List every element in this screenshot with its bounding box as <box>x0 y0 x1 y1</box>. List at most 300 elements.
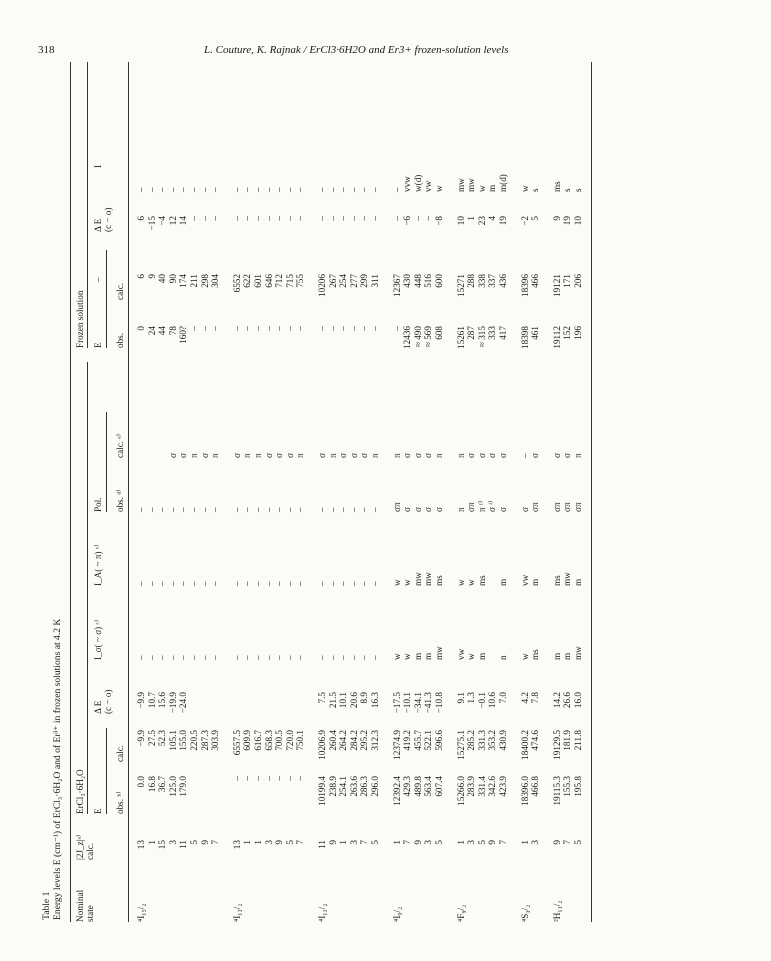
table-cell: 430 <box>402 274 413 288</box>
i-sigma-header: I_σ( ~ σ) ᶜ⁾ <box>93 619 103 660</box>
table-cell: – <box>295 507 306 512</box>
table-cell: −4 <box>157 216 168 226</box>
table-cell: 8.9 <box>359 692 370 704</box>
table-cell: – <box>338 326 349 331</box>
table-cell: π <box>370 453 380 458</box>
fs-de-header: Δ E <box>93 218 103 232</box>
table-cell: – <box>242 326 253 331</box>
table-cell: σ <box>498 453 508 458</box>
table-cell: – <box>359 187 370 192</box>
table-cell: – <box>231 187 242 192</box>
table-cell: 18396.0 <box>519 776 530 806</box>
crystal-group-rule <box>87 362 88 814</box>
table-cell: π ᶠ⁾ <box>476 500 487 512</box>
table-cell: 211 <box>189 274 199 288</box>
table-cell: −15 <box>146 216 157 231</box>
table-cell: 286.3 <box>359 776 370 797</box>
table-cell: 11 <box>317 840 327 849</box>
table-cell: σ <box>423 507 434 512</box>
table-cell: w <box>466 579 477 586</box>
table-cell: ≈ 569 <box>423 326 434 348</box>
table-cell: −24.0 <box>178 692 189 714</box>
table-cell: ms <box>551 181 562 192</box>
table-cell: σπ <box>391 502 402 512</box>
table-cell: π <box>573 453 583 458</box>
table-cell: 21.5 <box>327 692 338 709</box>
table-cell: – <box>210 326 221 331</box>
table-cell: 303.9 <box>210 730 221 751</box>
table-cell: 14 <box>178 216 189 226</box>
pol-rule <box>106 412 107 512</box>
table-cell: σ <box>274 453 285 458</box>
fs-e-header: E <box>93 342 103 348</box>
table-cell: 1 <box>455 840 466 845</box>
table-caption: Energy levels E (cm⁻¹) of ErCl₃·6H₂O and of Er³⁺ in frozen solutions at 4.2 K <box>52 618 63 920</box>
table-cell: – <box>284 326 295 331</box>
table-cell: 155.3 <box>562 776 573 797</box>
table-cell: – <box>199 326 210 331</box>
table-cell: ms <box>530 649 541 660</box>
table-cell: 19 <box>498 216 508 226</box>
table-cell: – <box>348 507 359 512</box>
table-cell: 304 <box>210 274 221 288</box>
table-cell: 596.6 <box>434 730 444 751</box>
table-cell: σ <box>263 453 274 458</box>
table-cell: 5 <box>189 840 199 845</box>
table-cell: 36.7 <box>157 776 168 793</box>
table-cell: – <box>391 326 402 331</box>
table-cell: – <box>338 216 349 221</box>
table-cell: 9 <box>146 274 157 279</box>
table-cell: – <box>210 187 221 192</box>
table-cell: −19.9 <box>167 692 178 714</box>
table-cell: 436 <box>498 274 508 288</box>
top-rule <box>70 62 71 922</box>
table-cell: 40 <box>157 274 168 284</box>
table-cell: π <box>253 453 263 458</box>
table-cell: σ <box>317 453 327 458</box>
table-cell: σ <box>434 507 444 512</box>
table-cell: w <box>402 579 413 586</box>
table-cell: 10.1 <box>338 692 349 709</box>
table-cell: σ <box>476 453 487 458</box>
table-cell: σ ᶠ⁾ <box>487 500 498 512</box>
table-cell: m <box>498 578 508 586</box>
table-cell: 10.6 <box>487 692 498 709</box>
table-cell: 10206.9 <box>317 730 327 760</box>
table-cell: 220.5 <box>189 730 199 751</box>
table-cell: n <box>498 655 508 660</box>
table-cell: 6557.5 <box>231 730 242 756</box>
table-cell: 125.0 <box>167 776 178 797</box>
e-rule <box>106 728 107 814</box>
table-cell: w <box>455 579 466 586</box>
table-cell: 3 <box>167 840 178 845</box>
table-cell: – <box>199 216 210 221</box>
table-cell: – <box>295 776 306 781</box>
table-cell: w <box>466 653 477 660</box>
table-cell: ≈ 315 <box>476 326 487 348</box>
table-cell: vw <box>519 574 530 586</box>
table-cell: 9 <box>327 840 338 845</box>
fs-dash-header: – <box>93 277 103 282</box>
table-cell: 27.5 <box>146 730 157 747</box>
table-cell: 181.9 <box>562 730 573 751</box>
table-cell: σπ <box>551 502 562 512</box>
table-cell: – <box>189 187 199 192</box>
table-cell: – <box>199 187 210 192</box>
table-cell: 16.3 <box>370 692 380 709</box>
table-cell: – <box>295 187 306 192</box>
table-cell: 5 <box>434 840 444 845</box>
table-cell: – <box>199 655 210 660</box>
nominal-header: Nominal <box>75 889 85 922</box>
table-cell: 5 <box>530 216 541 221</box>
table-cell: mw <box>466 178 477 192</box>
table-cell: 658.3 <box>263 730 274 751</box>
table-cell: m <box>487 184 498 192</box>
table-cell: 11 <box>178 840 189 849</box>
table-cell: – <box>284 507 295 512</box>
table-cell: – <box>295 655 306 660</box>
table-cell: 13 <box>136 840 146 850</box>
table-cell: 489.8 <box>412 776 423 797</box>
table-cell: 5 <box>284 840 295 845</box>
table-cell: −10.8 <box>434 692 444 714</box>
table-label: Table 1 <box>41 891 52 920</box>
table-cell: 9 <box>551 840 562 845</box>
table-cell: 9.1 <box>455 692 466 704</box>
table-cell: 461 <box>530 326 541 340</box>
table-cell: σ <box>199 453 210 458</box>
table-cell: – <box>263 216 274 221</box>
table-cell: 4.2 <box>519 692 530 704</box>
table-cell: 12 <box>167 216 178 226</box>
table-cell: 311 <box>370 274 380 288</box>
table-cell: – <box>231 216 242 221</box>
table-cell: 105.1 <box>167 730 178 751</box>
table-cell: σ <box>423 453 434 458</box>
table-cell: 353.2 <box>487 730 498 751</box>
table-cell: 238.9 <box>327 776 338 797</box>
table-cell: 19112 <box>551 326 562 349</box>
table-cell: π <box>455 507 466 512</box>
table-cell: – <box>274 581 285 586</box>
table-cell: – <box>284 655 295 660</box>
table-cell: – <box>253 507 263 512</box>
table-cell: 277 <box>348 274 359 288</box>
table-cell: π <box>391 453 402 458</box>
table-cell: – <box>231 655 242 660</box>
table-cell: 26.6 <box>562 692 573 709</box>
table-cell: – <box>231 326 242 331</box>
running-head: L. Couture, K. Rajnak / ErCl3·6H2O and Er3+ frozen-solution levels <box>204 44 509 56</box>
table-cell: – <box>359 507 370 512</box>
table-cell: m <box>530 578 541 586</box>
state-label: ⁴F₉/₂ <box>455 904 466 922</box>
fs-de-sub-header: (c − o) <box>103 207 113 232</box>
table-cell: 7.0 <box>498 692 508 704</box>
table-cell: 18400.2 <box>519 730 530 760</box>
table-cell: – <box>519 453 530 458</box>
table-cell: – <box>338 655 349 660</box>
de-sub-header: (c − o) <box>103 689 113 714</box>
state-label: ²H₁₁/₂ <box>551 900 562 922</box>
table-cell: 430.9 <box>498 730 508 751</box>
table-cell: – <box>327 507 338 512</box>
table-cell: 160? <box>178 326 189 344</box>
table-cell: 195.8 <box>573 776 583 797</box>
table-cell: – <box>263 655 274 660</box>
table-cell: 78 <box>167 326 178 336</box>
table-cell: – <box>253 655 263 660</box>
table-cell: – <box>295 581 306 586</box>
table-cell: ms <box>434 575 444 586</box>
table-cell: σπ <box>466 502 477 512</box>
table-cell: 19115.3 <box>551 776 562 806</box>
rotated-table <box>40 42 740 922</box>
table-cell: – <box>231 581 242 586</box>
state-label: ⁴I₉/₂ <box>391 906 402 922</box>
table-cell: σ <box>231 453 242 458</box>
table-cell: – <box>167 655 178 660</box>
table-cell: – <box>253 326 263 331</box>
table-cell: – <box>263 507 274 512</box>
table-cell: 466.8 <box>530 776 541 797</box>
table-cell: ≈ 490 <box>412 326 423 348</box>
table-cell: 24 <box>146 326 157 336</box>
table-cell: – <box>370 187 380 192</box>
frozen-group-rule <box>87 62 88 348</box>
table-cell: 3 <box>466 840 477 845</box>
table-cell: – <box>295 216 306 221</box>
table-cell: w <box>402 653 413 660</box>
table-cell: 12392.4 <box>391 776 402 806</box>
table-cell: – <box>210 507 221 512</box>
table-cell: π <box>242 453 253 458</box>
table-cell: 455.7 <box>412 730 423 751</box>
table-cell: 0.0 <box>136 776 146 788</box>
table-cell: π <box>455 453 466 458</box>
table-cell: 331.4 <box>476 776 487 797</box>
table-cell: – <box>146 507 157 512</box>
table-cell: w <box>476 185 487 192</box>
table-cell: – <box>317 187 327 192</box>
table-cell: m <box>573 578 583 586</box>
table-cell: 423.9 <box>498 776 508 797</box>
table-cell: −41.3 <box>423 692 434 714</box>
table-cell: vw <box>423 180 434 192</box>
table-cell: m <box>551 652 562 660</box>
table-cell: 715 <box>284 274 295 288</box>
table-cell: 15.6 <box>157 692 168 709</box>
table-cell: – <box>274 326 285 331</box>
table-cell: 14.2 <box>551 692 562 709</box>
table-cell: m <box>412 652 423 660</box>
table-cell: – <box>199 581 210 586</box>
table-cell: – <box>284 187 295 192</box>
table-cell: – <box>136 507 146 512</box>
table-cell: 417 <box>498 326 508 340</box>
table-cell: σ <box>498 507 508 512</box>
table-cell: 1 <box>242 840 253 845</box>
frozen-group-header: Frozen solution <box>75 290 85 348</box>
table-cell: 7 <box>359 840 370 845</box>
table-cell: −6 <box>402 216 413 226</box>
table-cell: 622 <box>242 274 253 288</box>
table-cell: – <box>370 581 380 586</box>
table-cell: 5 <box>573 840 583 845</box>
table-cell: 20.6 <box>348 692 359 709</box>
table-cell: σ <box>412 507 423 512</box>
table-cell: 171 <box>562 274 573 288</box>
table-cell: σπ <box>562 502 573 512</box>
table-cell: 6 <box>136 216 146 221</box>
table-cell: 755 <box>295 274 306 288</box>
table-cell: 419.2 <box>402 730 413 751</box>
table-cell: 333 <box>487 326 498 340</box>
crystal-group-header: ErCl₃·6H₂O <box>75 769 85 814</box>
table-cell: 1 <box>253 840 263 845</box>
table-cell: – <box>348 581 359 586</box>
table-cell: 10206 <box>317 274 327 297</box>
table-cell: σπ <box>530 502 541 512</box>
table-cell: π <box>210 453 221 458</box>
table-cell: 9 <box>274 840 285 845</box>
table-cell: – <box>263 187 274 192</box>
table-cell: – <box>327 326 338 331</box>
table-cell: 9 <box>412 840 423 845</box>
table-cell: – <box>189 326 199 331</box>
table-cell: σ <box>284 453 295 458</box>
table-cell: – <box>327 655 338 660</box>
table-cell: −2 <box>519 216 530 226</box>
table-cell: σ <box>562 453 573 458</box>
table-cell: – <box>423 216 434 221</box>
table-cell: 5 <box>370 840 380 845</box>
fs-calc-header: calc. <box>115 282 125 300</box>
table-cell: s <box>573 188 583 192</box>
table-cell: – <box>263 776 274 781</box>
table-cell: 1 <box>466 216 477 221</box>
table-cell: – <box>157 655 168 660</box>
table-cell: 4 <box>487 216 498 221</box>
table-cell: w <box>434 185 444 192</box>
table-cell: σπ <box>573 502 583 512</box>
table-cell: 7 <box>295 840 306 845</box>
table-cell: – <box>146 581 157 586</box>
table-cell: – <box>338 187 349 192</box>
table-cell: 1 <box>338 840 349 845</box>
table-cell: 44 <box>157 326 168 336</box>
table-cell: – <box>274 507 285 512</box>
pol-header: Pol. <box>93 497 103 512</box>
bottom-rule <box>591 62 592 922</box>
table-cell: 7 <box>562 840 573 845</box>
table-cell: – <box>391 216 402 221</box>
table-cell: – <box>242 776 253 781</box>
table-cell: – <box>263 326 274 331</box>
table-cell: w <box>519 185 530 192</box>
table-cell: 720.0 <box>284 730 295 751</box>
table-cell: w(d) <box>412 174 423 192</box>
table-cell: m <box>562 652 573 660</box>
table-cell: – <box>274 187 285 192</box>
table-cell: 196 <box>573 326 583 340</box>
table-cell: – <box>231 507 242 512</box>
table-cell: 155.0 <box>178 730 189 751</box>
table-cell: – <box>178 581 189 586</box>
table-cell: – <box>263 581 274 586</box>
table-cell: – <box>157 187 168 192</box>
table-cell: σ <box>402 507 413 512</box>
table-cell: 7.8 <box>530 692 541 704</box>
table-cell: mw <box>573 646 583 660</box>
state-label: ⁴I₁₅/₂ <box>136 903 146 922</box>
table-cell: σ <box>348 453 359 458</box>
table-cell: 16.0 <box>573 692 583 709</box>
table-cell: w <box>519 653 530 660</box>
table-cell: – <box>348 326 359 331</box>
table-cell: 7 <box>402 840 413 845</box>
table-cell: 285.2 <box>466 730 477 751</box>
table-cell: −0.1 <box>476 692 487 709</box>
state-label: ⁴I₁₁/₂ <box>317 903 327 922</box>
table-cell: 7.5 <box>317 692 327 704</box>
table-cell: m(d) <box>498 174 508 192</box>
table-cell: 3 <box>263 840 274 845</box>
table-cell: w <box>391 653 402 660</box>
table-cell: 90 <box>167 274 178 284</box>
table-cell: π <box>327 453 338 458</box>
table-cell: – <box>412 216 423 221</box>
table-cell: – <box>348 655 359 660</box>
table-cell: 342.6 <box>487 776 498 797</box>
table-cell: 19129.5 <box>551 730 562 760</box>
table-cell: – <box>327 216 338 221</box>
table-cell: π <box>434 453 444 458</box>
e-header: E <box>93 808 103 814</box>
table-cell: – <box>284 776 295 781</box>
table-cell: 254 <box>338 274 349 288</box>
table-cell: ms <box>551 575 562 586</box>
table-cell: 474.6 <box>530 730 541 751</box>
table-cell: 264.2 <box>338 730 349 751</box>
table-cell: σ <box>338 453 349 458</box>
table-cell: – <box>189 655 199 660</box>
table-cell: 211.8 <box>573 730 583 751</box>
table-cell: 466 <box>530 274 541 288</box>
page-number: 318 <box>38 44 55 56</box>
table-cell: – <box>317 507 327 512</box>
table-cell: 16.8 <box>146 776 157 793</box>
table-cell: 750.1 <box>295 730 306 751</box>
table-cell: 609.9 <box>242 730 253 751</box>
table-cell: 52.3 <box>157 730 168 747</box>
table-cell: 206 <box>573 274 583 288</box>
table-cell: σ <box>167 453 178 458</box>
table-cell: 522.1 <box>423 730 434 751</box>
table-cell: 15 <box>157 840 168 850</box>
table-cell: – <box>253 187 263 192</box>
header-bottom-rule <box>128 62 129 922</box>
table-cell: 263.6 <box>348 776 359 797</box>
table-cell: – <box>189 581 199 586</box>
table-cell: – <box>210 216 221 221</box>
table-cell: 5 <box>476 840 487 845</box>
table-cell: σ <box>412 453 423 458</box>
table-cell: 10 <box>455 216 466 226</box>
